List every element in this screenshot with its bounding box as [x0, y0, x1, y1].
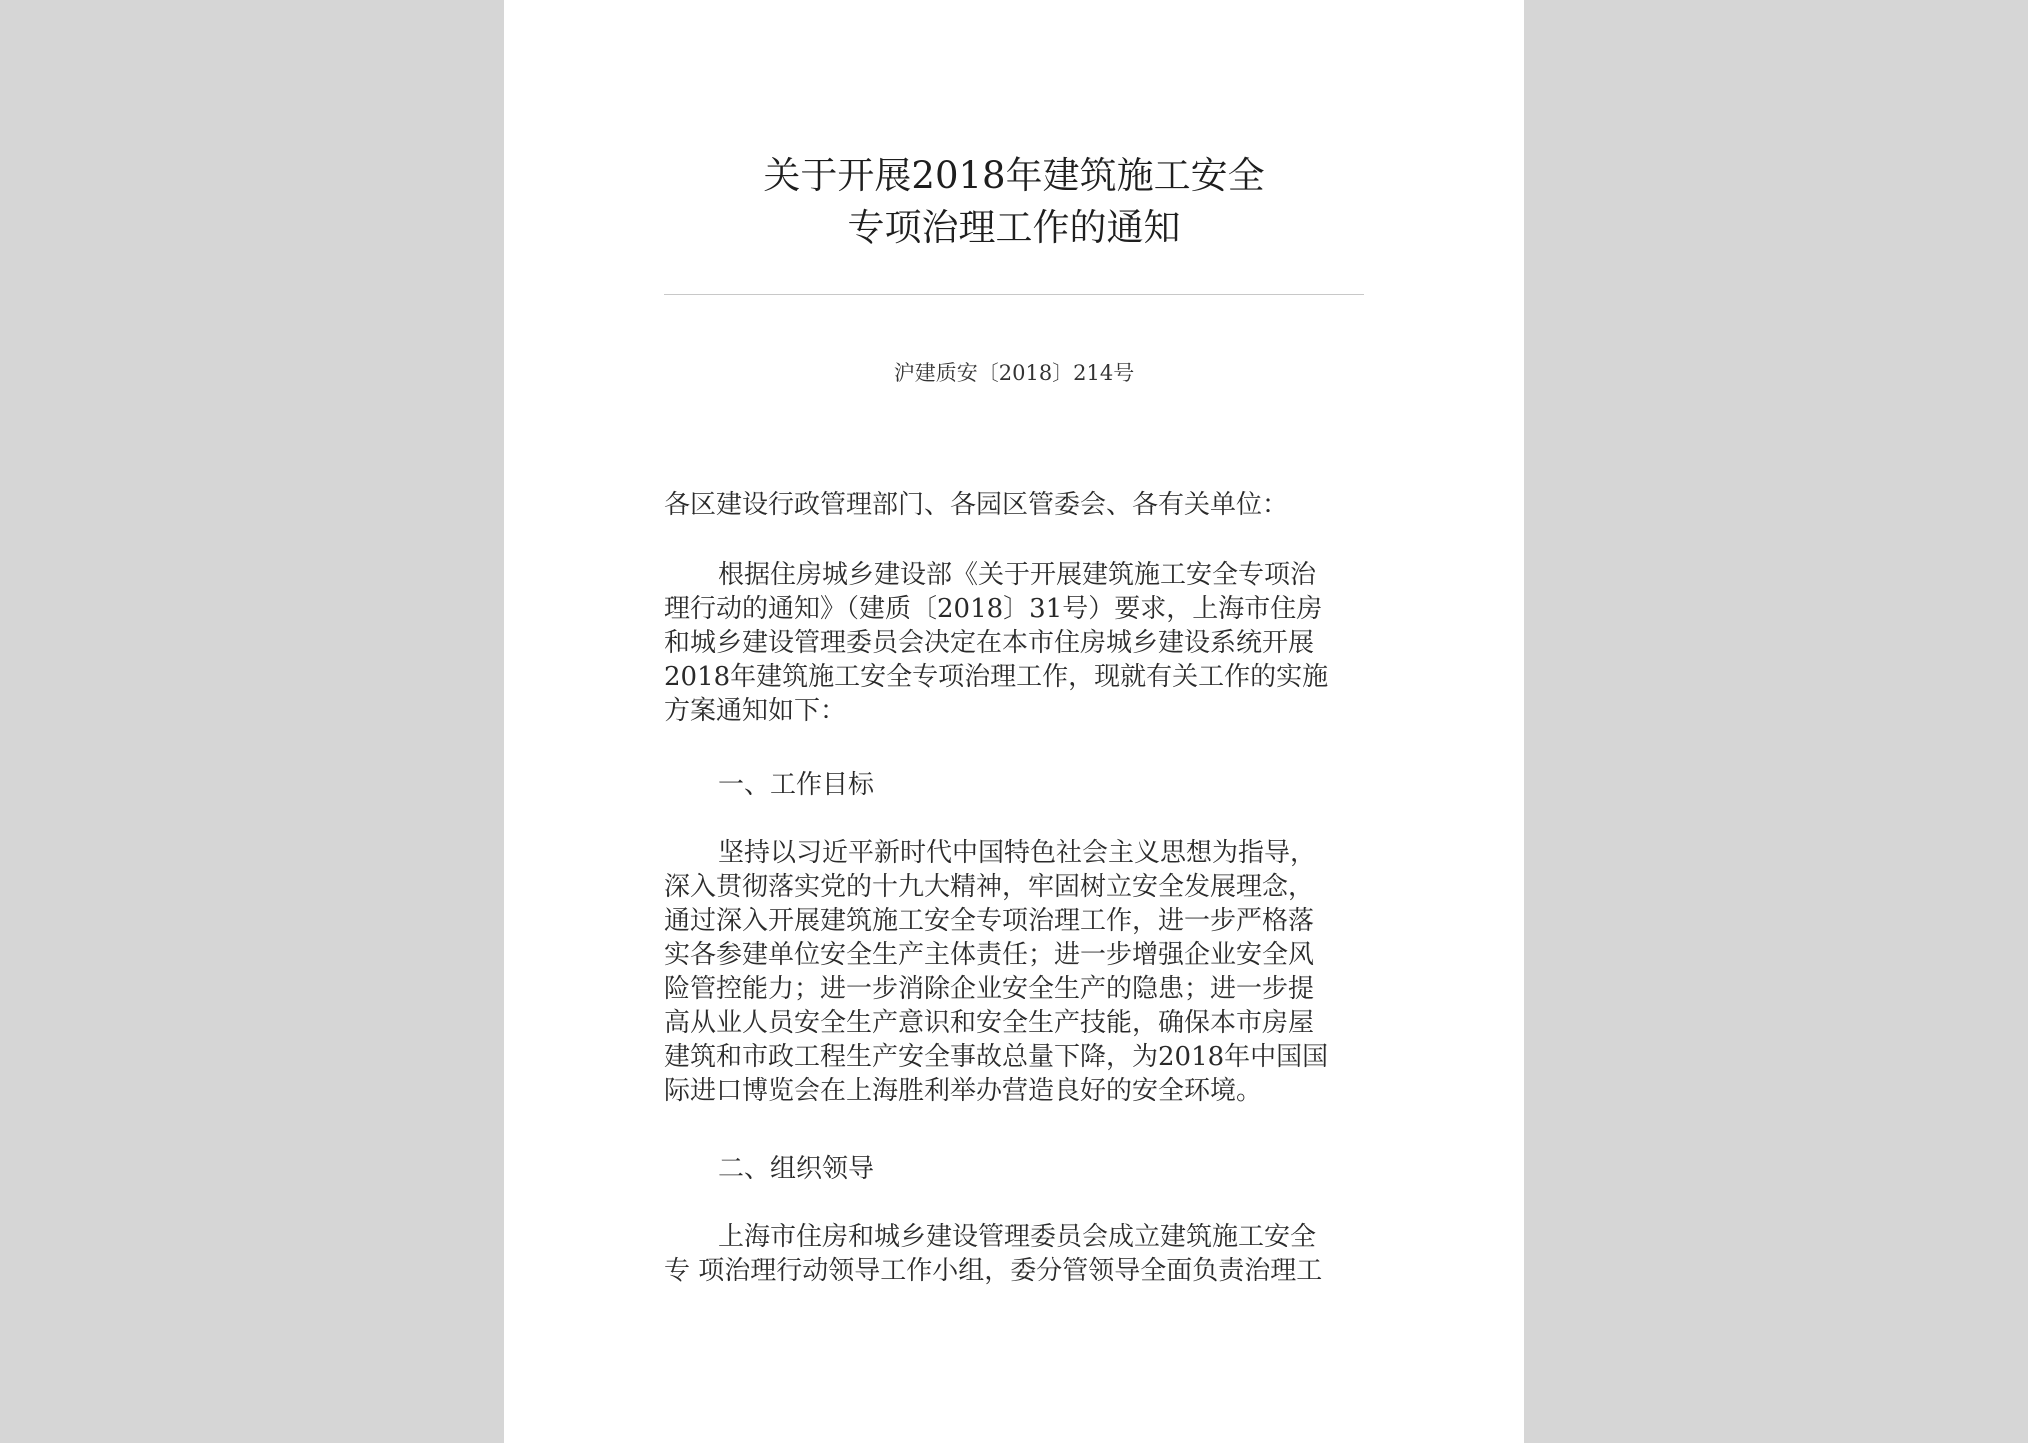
- paragraph-line: 坚持以习近平新时代中国特色社会主义思想为指导，: [718, 838, 1317, 868]
- document-number: 沪建质安〔2018〕214号: [893, 361, 1135, 385]
- section-heading: 一、工作目标: [718, 770, 875, 800]
- section-heading: 二、组织领导: [718, 1154, 875, 1184]
- paragraph-line: 深入贯彻落实党的十九大精神，牢固树立安全发展理念，: [664, 872, 1315, 902]
- title-line: 专项治理工作的通知: [847, 206, 1181, 249]
- paragraph-line: 险管控能力；进一步消除企业安全生产的隐患；进一步提: [664, 974, 1315, 1004]
- paragraph-line: 专 项治理行动领导工作小组，委分管领导全面负责治理工: [664, 1256, 1323, 1286]
- paragraph-line: 和城乡建设管理委员会决定在本市住房城乡建设系统开展: [664, 628, 1315, 658]
- paragraph-line: 建筑和市政工程生产安全事故总量下降，为2018年中国国: [664, 1042, 1329, 1072]
- paragraph-line: 方案通知如下：: [664, 696, 847, 726]
- title-line: 关于开展2018年建筑施工安全: [763, 154, 1265, 197]
- paragraph-line: 高从业人员安全生产意识和安全生产技能，确保本市房屋: [664, 1008, 1315, 1038]
- paragraph-line: 际进口博览会在上海胜利举办营造良好的安全环境。: [664, 1076, 1263, 1106]
- paragraph-line: 根据住房城乡建设部《关于开展建筑施工安全专项治: [718, 560, 1317, 590]
- addressee: 各区建设行政管理部门、各园区管委会、各有关单位：: [664, 490, 1289, 520]
- paragraph-line: 实各参建单位安全生产主体责任；进一步增强企业安全风: [664, 940, 1315, 970]
- paragraph-line: 理行动的通知》（建质〔2018〕31号）要求，上海市住房: [664, 594, 1323, 624]
- document-page: [504, 0, 1524, 1443]
- paragraph-line: 通过深入开展建筑施工安全专项治理工作，进一步严格落: [664, 906, 1315, 936]
- paragraph-line: 上海市住房和城乡建设管理委员会成立建筑施工安全: [718, 1222, 1317, 1252]
- paragraph-line: 2018年建筑施工安全专项治理工作，现就有关工作的实施: [664, 662, 1329, 692]
- document-title: [664, 150, 1364, 254]
- title-divider: [664, 294, 1364, 295]
